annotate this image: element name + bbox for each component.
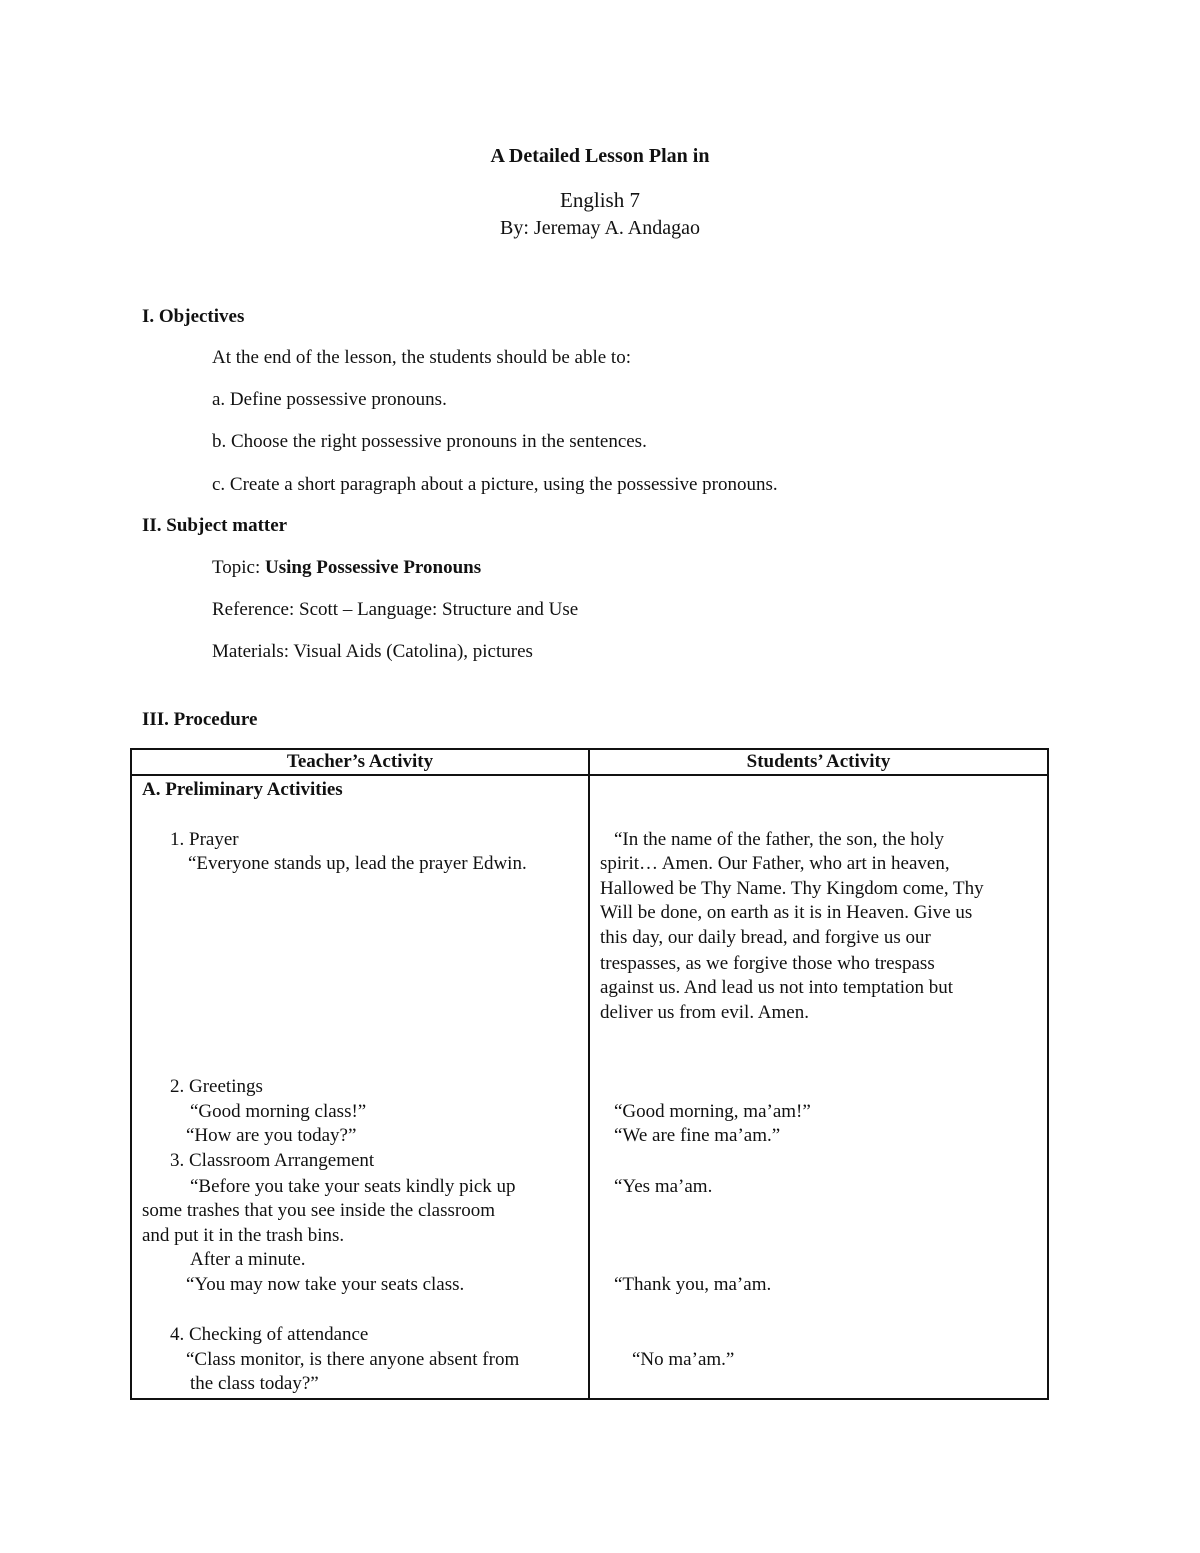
reference-line: Reference: Scott – Language: Structure and Use	[212, 599, 579, 620]
objectives-heading: I. Objectives	[142, 306, 245, 327]
student-prayer-line-1: “In the name of the father, the son, the holy	[614, 829, 945, 850]
objective-item-a: a. Define possessive pronouns.	[212, 389, 447, 410]
student-prayer-line-4: Will be done, on earth as it is in Heaven. Give us	[600, 902, 973, 923]
student-prayer-line-6: trespasses, as we forgive those who trespass	[600, 953, 935, 974]
document-title: A Detailed Lesson Plan in	[490, 145, 710, 167]
topic-value: Using Possessive Pronouns	[265, 557, 482, 578]
arrangement-line-2: some trashes that you see inside the classroom	[142, 1200, 496, 1221]
procedure-table	[130, 748, 1049, 1400]
student-prayer-line-7: against us. And lead us not into temptation but	[600, 977, 954, 998]
teacher-activity-header: Teacher’s Activity	[131, 749, 589, 775]
greetings-title: 2. Greetings	[170, 1076, 263, 1097]
student-arrangement-1: “Yes ma’am.	[614, 1176, 713, 1197]
classroom-arrangement-title: 3. Classroom Arrangement	[170, 1150, 375, 1171]
student-arrangement-2: “Thank you, ma’am.	[614, 1274, 772, 1295]
objective-item-b: b. Choose the right possessive pronouns in the sentences.	[212, 431, 647, 452]
table-row	[131, 775, 1048, 1399]
attendance-line-2: the class today?”	[190, 1373, 319, 1394]
student-greeting-1: “Good morning, ma’am!”	[614, 1101, 811, 1122]
topic-line	[212, 557, 481, 579]
teacher-greeting-1: “Good morning class!”	[190, 1101, 367, 1122]
prayer-title: 1. Prayer	[170, 829, 239, 850]
objective-item-c: c. Create a short paragraph about a picture, using the possessive pronouns.	[212, 474, 778, 495]
procedure-heading: III. Procedure	[142, 709, 258, 730]
teacher-activity-cell	[131, 775, 589, 1399]
document-author: By: Jeremay A. Andagao	[500, 217, 700, 239]
teacher-greeting-2: “How are you today?”	[186, 1125, 357, 1146]
student-prayer-line-2: spirit… Amen. Our Father, who art in heaven,	[600, 853, 950, 874]
materials-line: Materials: Visual Aids (Catolina), pictures	[212, 641, 533, 662]
attendance-title: 4. Checking of attendance	[170, 1324, 369, 1345]
objectives-intro: At the end of the lesson, the students should be able to:	[212, 347, 631, 368]
topic-label: Topic:	[212, 557, 266, 578]
arrangement-line-5: “You may now take your seats class.	[186, 1274, 465, 1295]
attendance-line-1: “Class monitor, is there anyone absent from	[186, 1349, 520, 1370]
arrangement-line-1: “Before you take your seats kindly pick up	[190, 1176, 516, 1197]
student-prayer-line-3: Hallowed be Thy Name. Thy Kingdom come, Thy	[600, 878, 984, 899]
student-prayer-line-8: deliver us from evil. Amen.	[600, 1002, 809, 1023]
subject-matter-heading: II. Subject matter	[142, 515, 288, 536]
student-greeting-2: “We are fine ma’am.”	[614, 1125, 781, 1146]
student-attendance-1: “No ma’am.”	[632, 1349, 735, 1370]
students-activity-cell	[589, 775, 1048, 1399]
arrangement-line-3: and put it in the trash bins.	[142, 1225, 345, 1246]
student-prayer-line-5: this day, our daily bread, and forgive us our	[600, 927, 931, 948]
procedure-table-header	[131, 749, 1048, 775]
students-activity-header: Students’ Activity	[589, 749, 1048, 775]
preliminary-activities-heading: A. Preliminary Activities	[142, 779, 343, 800]
prayer-instruction: “Everyone stands up, lead the prayer Edwin.	[188, 853, 527, 874]
arrangement-line-4: After a minute.	[190, 1249, 306, 1270]
document-subject: English 7	[560, 188, 640, 212]
